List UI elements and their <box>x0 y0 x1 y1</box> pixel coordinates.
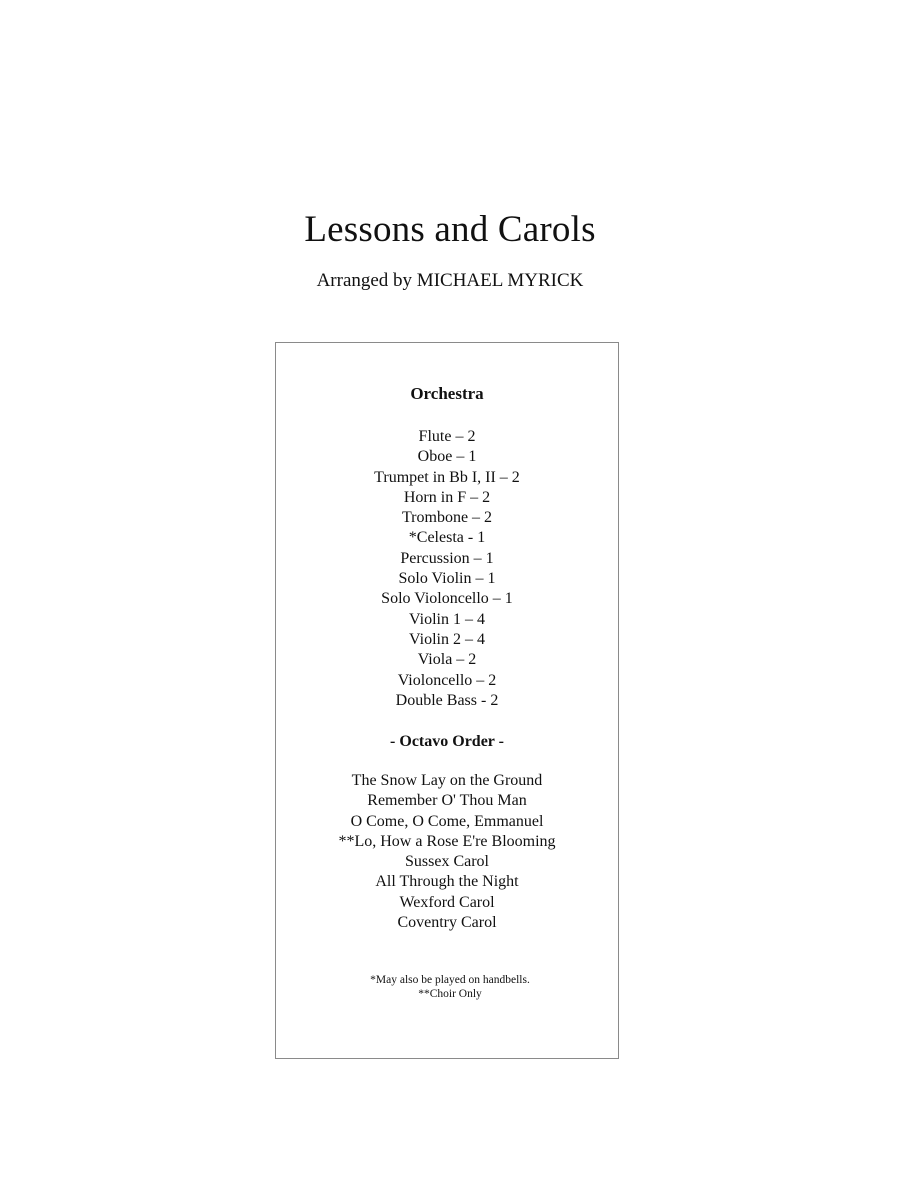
octavo-item: O Come, O Come, Emmanuel <box>350 812 544 830</box>
handbells-footnote: *May also be played on handbells. <box>370 974 530 986</box>
page-title: Lessons and Carols <box>304 209 596 250</box>
octavo-item: Remember O' Thou Man <box>367 792 527 810</box>
instrument-item: Viola – 2 <box>417 651 477 669</box>
orchestra-heading: Orchestra <box>410 384 484 403</box>
footnotes <box>0 973 900 1001</box>
instrument-item: Flute – 2 <box>418 428 476 445</box>
choir-only-footnote: **Choir Only <box>418 988 482 1000</box>
instrument-item: Horn in F – 2 <box>403 488 491 506</box>
octavo-item: The Snow Lay on the Ground <box>351 772 543 789</box>
instrument-list <box>276 427 618 711</box>
octavo-item: All Through the Night <box>375 873 519 891</box>
instrument-item: Violin 1 – 4 <box>409 610 485 628</box>
octavo-order-heading: - Octavo Order - <box>390 733 504 750</box>
instrument-item: Violoncello – 2 <box>397 671 497 689</box>
instrument-item: *Celesta - 1 <box>408 529 486 547</box>
instrument-item: Solo Violin – 1 <box>398 570 496 588</box>
instrument-item: Oboe – 1 <box>417 448 477 466</box>
instrument-item: Trombone – 2 <box>401 509 493 527</box>
arranger-credit: Arranged by MICHAEL MYRICK <box>316 270 584 291</box>
instrument-item: Violin 2 – 4 <box>409 630 485 648</box>
instrument-item: Double Bass - 2 <box>395 691 499 709</box>
instrumentation-panel <box>275 342 619 1059</box>
instrument-item: Trumpet in Bb I, II – 2 <box>374 468 520 486</box>
octavo-item: Wexford Carol <box>399 893 495 911</box>
octavo-item: Sussex Carol <box>405 853 489 871</box>
octavo-item: Coventry Carol <box>397 914 497 932</box>
octavo-order-list <box>276 771 618 933</box>
instrument-item: Solo Violoncello – 1 <box>381 590 513 608</box>
instrument-item: Percussion – 1 <box>400 549 494 567</box>
octavo-item: **Lo, How a Rose E're Blooming <box>338 832 556 850</box>
